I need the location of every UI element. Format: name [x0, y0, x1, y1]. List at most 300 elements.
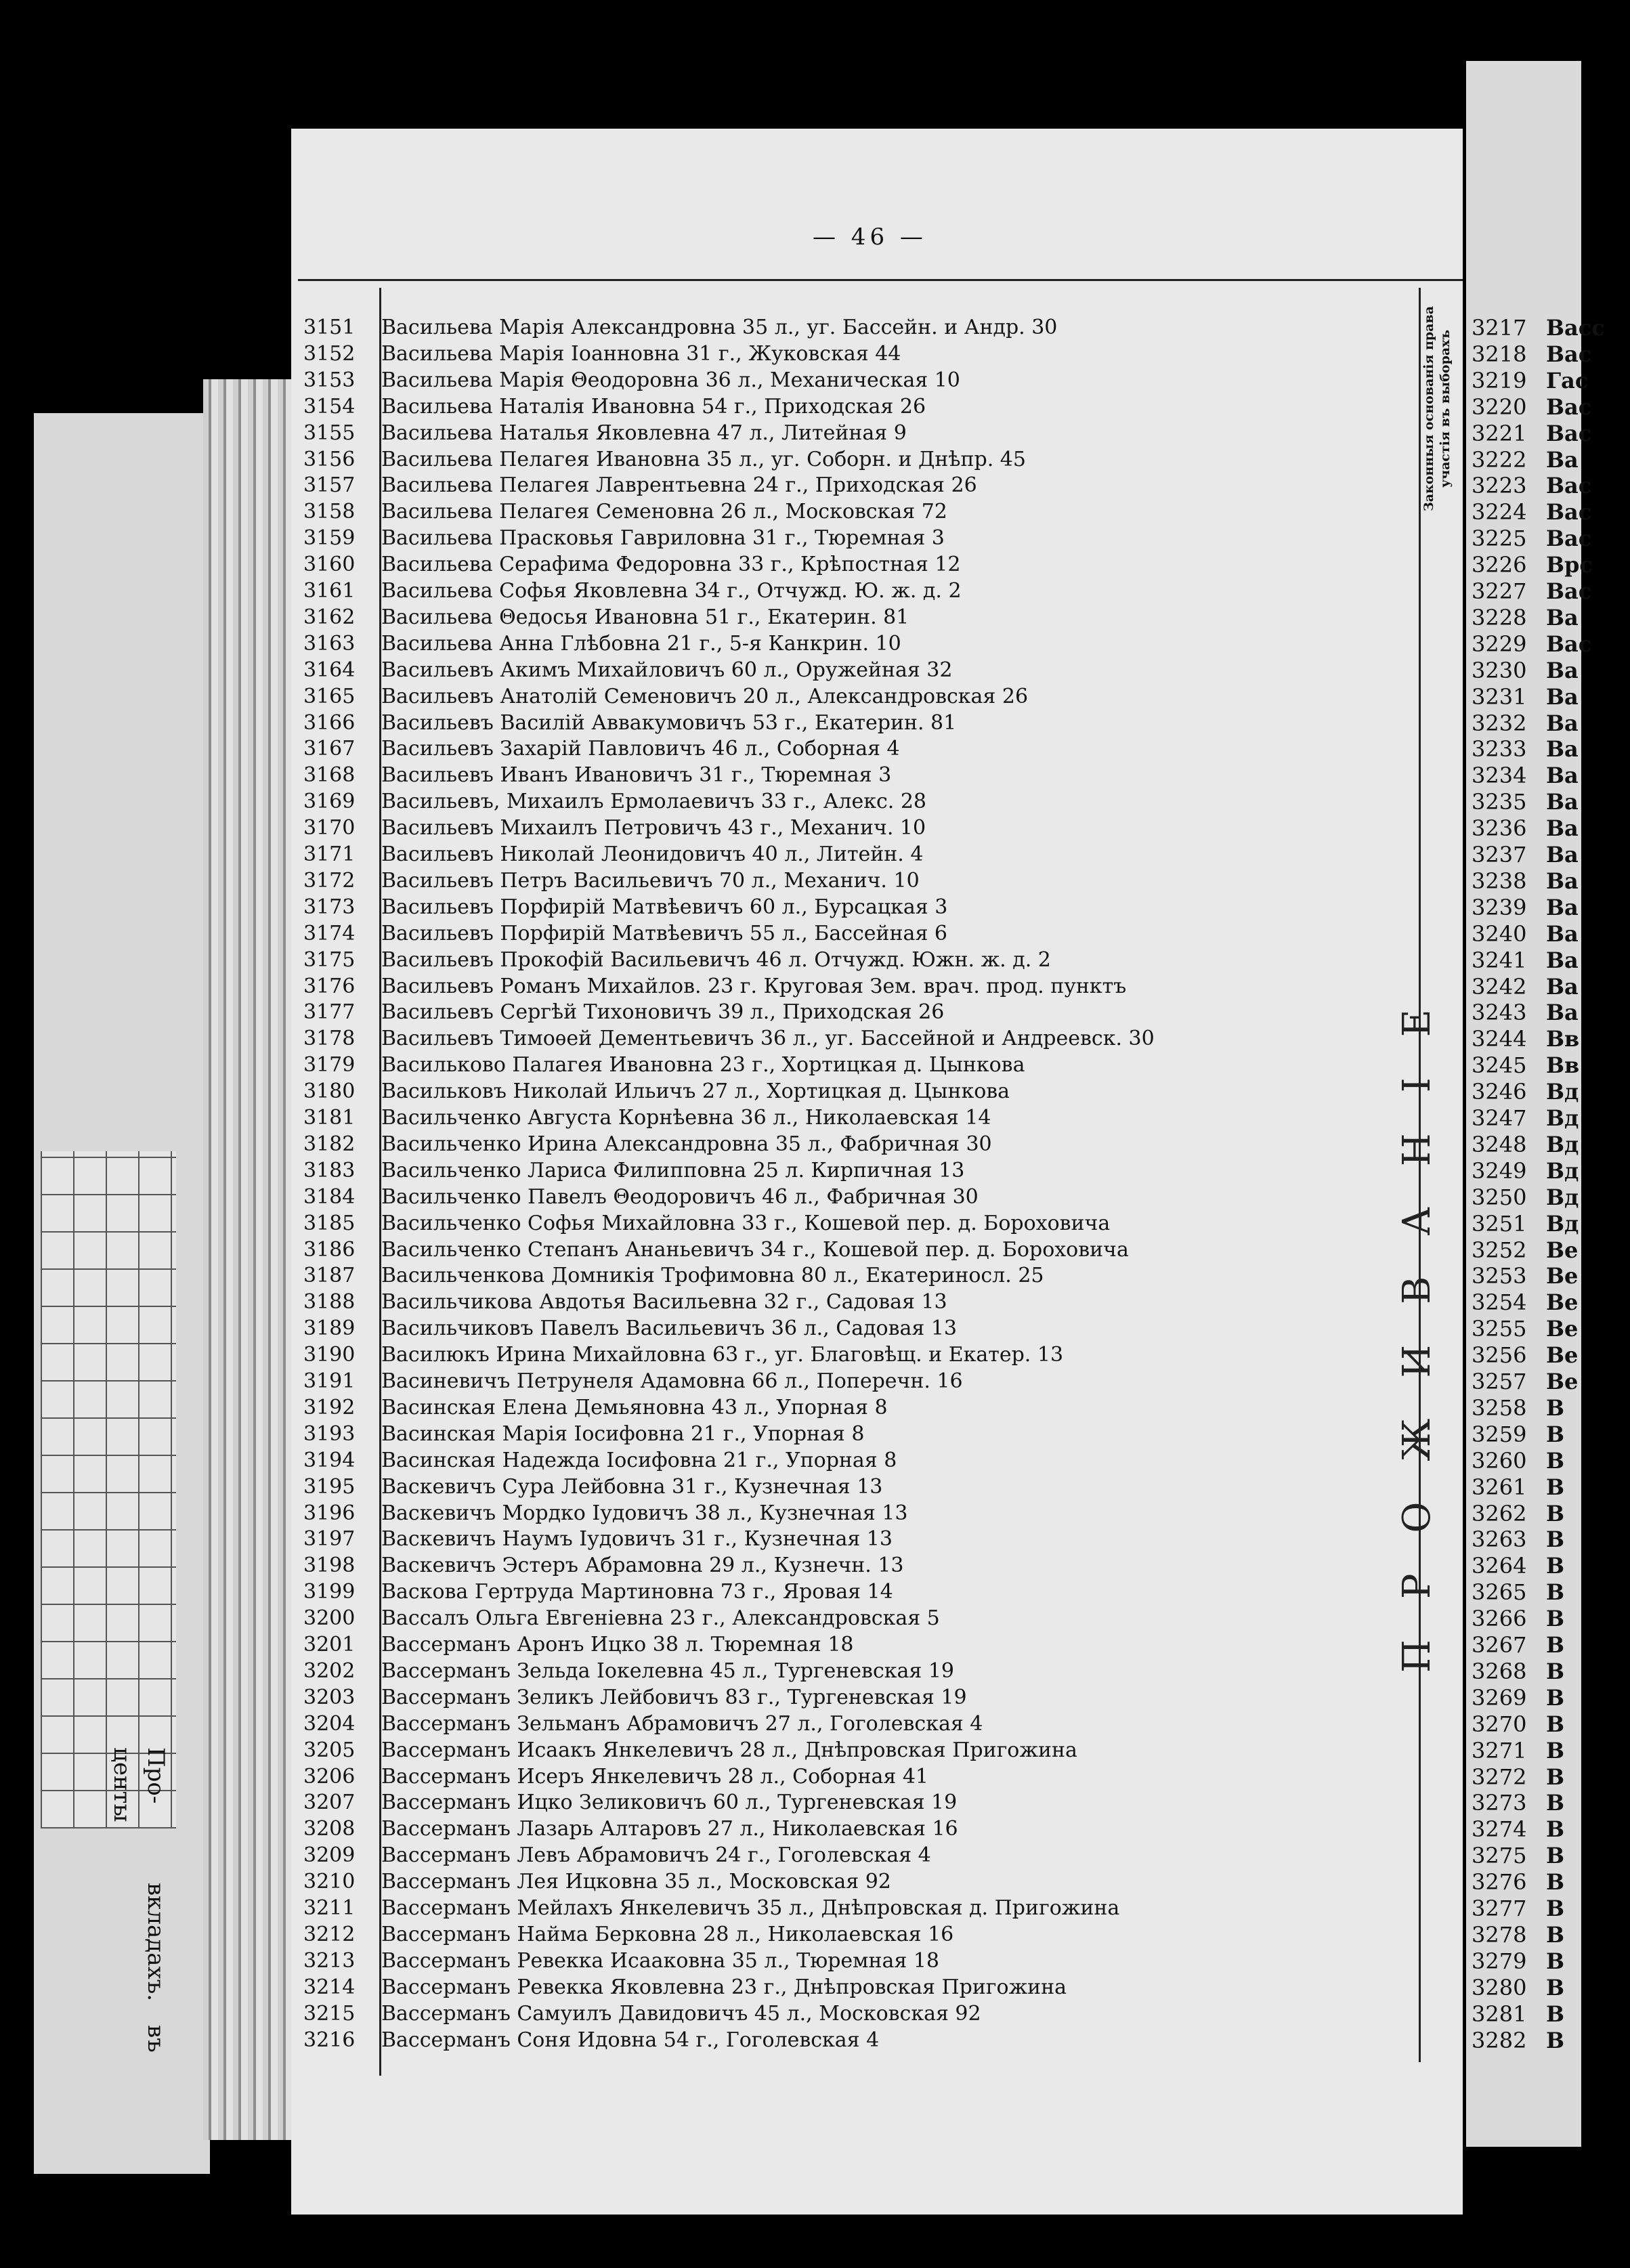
register-row [303, 658, 952, 683]
next-page-entry-fragment: В [1546, 1394, 1565, 1421]
entry-number: 3157 [303, 473, 356, 498]
entry-number: 3172 [303, 868, 356, 893]
next-page-entry-fragment: Ва [1546, 973, 1579, 1000]
register-row [303, 1975, 1067, 2000]
entry-text: Васинская Марія Іосифовна 21 г., Упорная 8 [381, 1421, 865, 1446]
entry-text: Васильева Анна Глѣбовна 21 г., 5-я Канкрин. 10 [381, 631, 901, 656]
register-row [303, 1948, 939, 1974]
next-page-entry-fragment: Ва [1546, 920, 1579, 947]
next-page-entry-fragment: Ве [1546, 1237, 1579, 1263]
register-row [303, 1738, 1077, 1763]
next-page-entry-fragment: Вв [1546, 1026, 1580, 1052]
entry-number: 3152 [303, 341, 356, 366]
entry-text: Васильченко Степанъ Ананьевичъ 34 г., Кошевой пер. д. Бороховича [381, 1237, 1129, 1262]
entry-number: 3192 [303, 1395, 356, 1419]
register-row [303, 2001, 981, 2027]
next-page-entry-number: 3224 [1472, 499, 1527, 526]
next-page-entry-number: 3282 [1472, 2027, 1527, 2053]
entry-number: 3175 [303, 947, 356, 972]
register-row [303, 1421, 864, 1447]
entry-text: Васильевъ Романъ Михайлов. 23 г. Круговая Зем. врач. прод. пунктъ [381, 974, 1127, 998]
entry-number: 3153 [303, 368, 356, 392]
next-page-entry-fragment: Ва [1546, 789, 1579, 815]
next-page-entry-number: 3260 [1472, 1447, 1527, 1474]
next-page-entry-number: 3220 [1472, 393, 1527, 420]
entry-text: Васильева Софья Яковлевна 34 г., Отчужд. Ю. ж. д. 2 [381, 579, 962, 603]
entry-number: 3182 [303, 1132, 356, 1156]
next-page-entry-number: 3273 [1472, 1790, 1527, 1816]
next-page-entry-fragment: Ва [1546, 894, 1579, 920]
next-page-entry-number: 3255 [1472, 1316, 1527, 1342]
entry-number: 3164 [303, 658, 356, 682]
entry-text: Васильева Наталья Яковлевна 47 л., Литейная 9 [381, 421, 907, 445]
entry-text: Васильчиковъ Павелъ Васильевичъ 36 л., Садовая 13 [381, 1317, 958, 1341]
entry-text: Васильева Марія Александровна 35 л., уг. Бассейн. и Андр. 30 [381, 316, 1058, 339]
entry-text: Васильевъ Тимоѳей Дементьевичъ 36 л., уг. Бассейной и Андреевск. 30 [381, 1027, 1155, 1051]
next-page-entry-fragment: В [1546, 1553, 1565, 1579]
register-row [303, 1632, 854, 1658]
entry-text: Васильевъ Анатолій Семеновичъ 20 л., Александровская 26 [381, 684, 1029, 708]
next-page-entry-number: 3228 [1472, 604, 1527, 630]
register-row [303, 421, 907, 446]
next-page-entry-fragment: Вд [1546, 1131, 1579, 1157]
next-page-entry-fragment: В [1546, 1921, 1565, 1948]
entry-text: Васильева Марія Θеодоровна 36 л., Механическая 10 [381, 368, 960, 392]
register-row [303, 1659, 954, 1684]
entry-text: Вассерманъ Лазарь Алтаровъ 27 л., Николаевская 16 [381, 1817, 958, 1841]
next-page-entry-fragment: Ва [1546, 842, 1579, 868]
next-page-entry-number: 3233 [1472, 736, 1527, 763]
register-row [303, 1263, 1044, 1289]
register-row [303, 578, 962, 604]
next-page-entry-fragment: Ва [1546, 446, 1579, 473]
register-row [303, 974, 1126, 1000]
entry-text: Васильевъ Акимъ Михайловичъ 60 л., Оружейная 32 [381, 658, 953, 682]
register-row [303, 789, 926, 815]
entry-number: 3165 [303, 684, 356, 708]
side-residence-heading: ПРОЖИВАНІЕ [1395, 968, 1439, 1673]
next-page-entry-number: 3252 [1472, 1237, 1527, 1263]
entry-number: 3180 [303, 1079, 356, 1104]
entry-number: 3163 [303, 631, 356, 656]
entry-number: 3169 [303, 790, 356, 814]
next-page-entry-number: 3280 [1472, 1974, 1527, 2000]
entry-number: 3190 [303, 1343, 356, 1367]
register-row [303, 1000, 944, 1025]
entry-number: 3187 [303, 1264, 356, 1288]
next-page-entry-number: 3279 [1472, 1948, 1527, 1974]
next-page-entry-fragment: Ве [1546, 1263, 1579, 1289]
entry-text: Васинская Надежда Іосифовна 21 г., Упорная 8 [381, 1448, 897, 1472]
next-page-entry-number: 3247 [1472, 1105, 1527, 1131]
next-page-entry-number: 3219 [1472, 367, 1527, 393]
entry-text: Вассалъ Ольга Евгеніевна 23 г., Александровская 5 [381, 1606, 940, 1631]
next-page-entry-fragment: Врс [1546, 552, 1593, 578]
entry-text: Васильева Прасковья Гавриловна 31 г., Тюремная 3 [381, 526, 945, 551]
next-page-entry-number: 3243 [1472, 1000, 1527, 1026]
register-row [303, 394, 926, 420]
entry-text: Васильева Θедосья Ивановна 51 г., Екатерин. 81 [381, 605, 909, 629]
entry-text: Васильченкова Домникія Трофимовна 80 л., Екатериносл. 25 [381, 1264, 1044, 1288]
entry-number: 3216 [303, 2028, 356, 2052]
entry-number: 3203 [303, 1685, 356, 1709]
entry-number: 3197 [303, 1527, 356, 1552]
entry-number: 3173 [303, 895, 356, 919]
register-row [303, 1474, 882, 1500]
next-page-entry-number: 3236 [1472, 815, 1527, 842]
left-note-1: Про- [142, 1747, 169, 1804]
next-page-entry-fragment: В [1546, 1869, 1565, 1896]
next-page-entry-number: 3262 [1472, 1500, 1527, 1526]
next-page-entry-number: 3261 [1472, 1474, 1527, 1500]
page-number: — 46 — [813, 223, 927, 251]
entry-text: Вассерманъ Самуилъ Давидовичъ 45 л., Московская 92 [381, 2001, 981, 2026]
register-row [303, 1579, 893, 1605]
next-page-entry-number: 3277 [1472, 1896, 1527, 1921]
entry-number: 3210 [303, 1870, 356, 1894]
next-page-entry-number: 3246 [1472, 1079, 1527, 1105]
entry-number: 3177 [303, 1000, 356, 1025]
entry-number: 3196 [303, 1501, 356, 1525]
register-row [303, 1184, 979, 1210]
next-page-entry-fragment: Вас [1546, 499, 1592, 526]
register-row [303, 1816, 958, 1842]
register-row [303, 1369, 963, 1394]
next-page-entry-fragment: Ве [1546, 1316, 1579, 1342]
register-row [303, 1105, 991, 1131]
next-page-entry-fragment: Вас [1546, 393, 1592, 420]
next-page-entry-fragment: В [1546, 1948, 1565, 1974]
entry-number: 3204 [303, 1711, 356, 1736]
entry-number: 3159 [303, 526, 356, 551]
register-row [303, 1342, 1063, 1368]
next-page-entry-fragment: В [1546, 1790, 1565, 1816]
next-page-entry-number: 3235 [1472, 789, 1527, 815]
register-row [303, 1526, 893, 1552]
next-page-entry-number: 3263 [1472, 1526, 1527, 1553]
left-note-3: вкладахъ. [142, 1883, 169, 2002]
next-page-entry-number: 3237 [1472, 842, 1527, 868]
register-row [303, 1764, 928, 1790]
entry-text: Васинская Елена Демьяновна 43 л., Упорная 8 [381, 1395, 888, 1419]
register-row [303, 1079, 1010, 1105]
entry-number: 3162 [303, 605, 356, 629]
register-row [303, 1448, 897, 1474]
entry-text: Васильчикова Авдотья Васильевна 32 г., Садовая 13 [381, 1290, 947, 1314]
entry-number: 3154 [303, 394, 356, 419]
next-page-entry-number: 3278 [1472, 1921, 1527, 1948]
register-row [303, 1132, 992, 1157]
next-page-entry-number: 3234 [1472, 763, 1527, 789]
entry-text: Васильева Пелагея Ивановна 35 л., уг. Соборн. и Днѣпр. 45 [381, 447, 1026, 471]
entry-text: Васильевъ Сергѣй Тихоновичъ 39 л., Приходская 26 [381, 1000, 945, 1025]
next-page-entry-number: 3217 [1472, 315, 1527, 341]
register-row [303, 1896, 1119, 1921]
register-row [303, 842, 923, 868]
entry-text: Васильевъ Иванъ Ивановичъ 31 г., Тюремная 3 [381, 763, 892, 788]
entry-number: 3199 [303, 1580, 356, 1604]
next-page-entry-number: 3258 [1472, 1394, 1527, 1421]
entry-text: Васильевъ Василій Аввакумовичъ 53 г., Екатерин. 81 [381, 710, 957, 735]
entry-number: 3206 [303, 1764, 356, 1789]
next-page-entry-fragment: Ва [1546, 947, 1579, 973]
entry-number: 3178 [303, 1027, 356, 1051]
register-row [303, 684, 1028, 710]
entry-text: Васильевъ Николай Леонидовичъ 40 л., Литейн. 4 [381, 842, 924, 866]
entry-text: Васильева Пелагея Семеновна 26 л., Московская 72 [381, 500, 947, 524]
left-page-ledger-grid [41, 1151, 176, 1828]
entry-text: Васильченко Ирина Александровна 35 л., Фабричная 30 [381, 1132, 992, 1156]
entry-number: 3168 [303, 763, 356, 788]
side-legal-heading: Законныя основанія права участія въ выборахъ [1421, 305, 1453, 511]
register-row [303, 526, 945, 551]
next-page-entry-fragment: В [1546, 2000, 1565, 2027]
entry-text: Васильева Наталія Ивановна 54 г., Приходская 26 [381, 394, 926, 419]
entry-number: 3214 [303, 1975, 356, 1999]
entry-number: 3188 [303, 1290, 356, 1314]
entry-text: Васильковъ Николай Ильичъ 27 л., Хортицкая д. Цынкова [381, 1079, 1010, 1104]
entry-text: Вассерманъ Зельманъ Абрамовичъ 27 л., Гоголевская 4 [381, 1711, 983, 1736]
next-page-entry-number: 3253 [1472, 1263, 1527, 1289]
entry-text: Вассерманъ Аронъ Ицко 38 л. Тюремная 18 [381, 1633, 854, 1656]
entry-text: Вассерманъ Ицко Зеликовичъ 60 л., Тургеневская 19 [381, 1791, 958, 1815]
next-page-entry-fragment: В [1546, 1632, 1565, 1658]
entry-number: 3167 [303, 737, 356, 761]
next-page-entry-fragment: В [1546, 1447, 1565, 1474]
next-page-entry-fragment: В [1546, 1658, 1565, 1684]
register-row [303, 763, 891, 788]
register-row [303, 868, 920, 894]
register-row [303, 1606, 940, 1631]
next-page-strip [1466, 61, 1605, 2147]
entry-text: Васильева Серафима Федоровна 33 г., Крѣпостная 12 [381, 553, 961, 577]
next-page-entry-fragment: В [1546, 1579, 1565, 1606]
next-page-entry-number: 3240 [1472, 920, 1527, 947]
register-row [303, 368, 960, 393]
entry-text: Васильевъ Прокофій Васильевичъ 46 л. Отчужд. Южн. ж. д. 2 [381, 947, 1051, 972]
next-page-entry-fragment: В [1546, 1711, 1565, 1737]
next-page-entry-number: 3239 [1472, 894, 1527, 920]
register-row [303, 499, 947, 525]
entry-number: 3198 [303, 1554, 356, 1578]
entry-number: 3183 [303, 1158, 356, 1182]
register-row [303, 1711, 983, 1737]
next-page-entry-number: 3272 [1472, 1763, 1527, 1790]
next-page-entry-fragment: В [1546, 1500, 1565, 1526]
next-page-entry-fragment: В [1546, 1606, 1565, 1632]
next-page-entry-fragment: В [1546, 1526, 1565, 1553]
next-page-entry-number: 3271 [1472, 1737, 1527, 1763]
entry-text: Вассерманъ Исаакъ Янкелевичъ 28 л., Днѣпровская Пригожина [381, 1738, 1077, 1762]
entry-number: 3156 [303, 447, 356, 471]
entry-text: Васильково Палагея Ивановна 23 г., Хортицкая д. Цынкова [381, 1053, 1025, 1077]
next-page-entry-number: 3281 [1472, 2000, 1527, 2027]
entry-text: Васильева Пелагея Лаврентьевна 24 г., Приходская 26 [381, 473, 977, 498]
next-page-entry-number: 3232 [1472, 710, 1527, 736]
next-page-entry-fragment: Ва [1546, 657, 1579, 683]
next-page-entry-number: 3269 [1472, 1684, 1527, 1711]
next-page-entry-fragment: Ва [1546, 736, 1579, 763]
next-page-entry-number: 3276 [1472, 1869, 1527, 1896]
next-page-entry-number: 3225 [1472, 526, 1527, 552]
entry-number: 3170 [303, 816, 356, 840]
next-page-entry-number: 3244 [1472, 1026, 1527, 1052]
entry-number: 3195 [303, 1474, 356, 1499]
next-page-entry-fragment: Васс [1546, 315, 1605, 341]
entry-text: Васкевичъ Эстеръ Абрамовна 29 л., Кузнечн. 13 [381, 1554, 904, 1578]
next-page-entry-fragment: Ва [1546, 868, 1579, 894]
next-page-entry-number: 3241 [1472, 947, 1527, 973]
next-page-entry-number: 3229 [1472, 630, 1527, 657]
register-row [303, 1922, 953, 1948]
entry-number: 3166 [303, 710, 356, 735]
entry-text: Васиневичъ Петрунеля Адамовна 66 л., Поперечн. 16 [381, 1369, 963, 1393]
entry-number: 3184 [303, 1184, 356, 1209]
register-row [303, 921, 947, 947]
next-page-entry-fragment: В [1546, 1974, 1565, 2000]
next-page-entry-fragment: Вд [1546, 1157, 1579, 1184]
next-page-entry-number: 3268 [1472, 1658, 1527, 1684]
register-row [303, 1026, 1155, 1052]
next-page-entry-number: 3218 [1472, 341, 1527, 367]
entry-number: 3215 [303, 2001, 356, 2026]
entry-number: 3193 [303, 1421, 356, 1446]
next-page-entry-number: 3223 [1472, 473, 1527, 499]
next-page-entry-fragment: Ве [1546, 1342, 1579, 1369]
entry-text: Вассерманъ Соня Идовна 54 г., Гоголевская 4 [381, 2028, 880, 2052]
next-page-entry-fragment: Вд [1546, 1079, 1579, 1105]
entry-number: 3208 [303, 1817, 356, 1841]
register-row [303, 552, 961, 578]
entry-number: 3189 [303, 1317, 356, 1341]
next-page-entry-number: 3274 [1472, 1816, 1527, 1843]
next-page-entry-number: 3266 [1472, 1606, 1527, 1632]
next-page-entry-number: 3248 [1472, 1131, 1527, 1157]
next-page-entry-number: 3245 [1472, 1052, 1527, 1079]
next-page-entry-fragment: В [1546, 2027, 1565, 2053]
entry-text: Васильченко Лариса Филипповна 25 л. Кирпичная 13 [381, 1158, 965, 1182]
next-page-entry-number: 3227 [1472, 578, 1527, 604]
next-page-entry-fragment: В [1546, 1684, 1565, 1711]
next-page-entry-fragment: В [1546, 1737, 1565, 1763]
next-page-entry-number: 3256 [1472, 1342, 1527, 1369]
entry-text: Василюкъ Ирина Михайловна 63 г., уг. Благовѣщ. и Екатер. 13 [381, 1343, 1064, 1367]
next-page-entry-fragment: В [1546, 1474, 1565, 1500]
next-page-entry-fragment: В [1546, 1763, 1565, 1790]
next-page-entry-fragment: Вд [1546, 1105, 1579, 1131]
entry-text: Вассерманъ Ревекка Яковлевна 23 г., Днѣпровская Пригожина [381, 1975, 1067, 1999]
entry-number: 3207 [303, 1791, 356, 1815]
register-row [303, 710, 956, 736]
entry-number: 3151 [303, 316, 356, 339]
next-page-entry-fragment: Ва [1546, 763, 1579, 789]
entry-text: Васильченко Софья Михайловна 33 г., Кошевой пер. д. Бороховича [381, 1211, 1111, 1235]
entry-text: Вассерманъ Мейлахъ Янкелевичъ 35 л., Днѣпровская д. Пригожина [381, 1896, 1120, 1920]
next-page-entry-number: 3242 [1472, 973, 1527, 1000]
next-page-entry-number: 3226 [1472, 552, 1527, 578]
next-page-entry-number: 3230 [1472, 657, 1527, 683]
next-page-entry-number: 3267 [1472, 1632, 1527, 1658]
entry-number: 3155 [303, 421, 356, 445]
entry-text: Васильева Марія Іоанновна 31 г., Жуковская 44 [381, 341, 901, 366]
left-note-4: въ [142, 2025, 169, 2053]
register-row [303, 1052, 1025, 1078]
register-row [303, 1869, 891, 1895]
register-row [303, 1395, 888, 1421]
entry-text: Вассерманъ Зельда Іокелевна 45 л., Тургеневская 19 [381, 1659, 955, 1683]
next-page-entry-fragment: Вас [1546, 578, 1592, 604]
register-row [303, 1843, 931, 1868]
next-page-entry-number: 3251 [1472, 1210, 1527, 1237]
next-page-entry-fragment: В [1546, 1896, 1565, 1921]
next-page-entry-number: 3265 [1472, 1579, 1527, 1606]
next-page-entry-number: 3221 [1472, 420, 1527, 446]
next-page-entry-fragment: В [1546, 1843, 1565, 1869]
next-page-entry-number: 3270 [1472, 1711, 1527, 1737]
entry-number: 3176 [303, 974, 356, 998]
entry-text: Васкевичъ Наумъ Іудовичъ 31 г., Кузнечная 13 [381, 1527, 893, 1552]
register-row [303, 1158, 964, 1184]
entry-number: 3174 [303, 921, 356, 945]
register-row [303, 315, 1057, 341]
next-page-entry-fragment: Ва [1546, 815, 1579, 842]
entry-text: Васкевичъ Сура Лейбовна 31 г., Кузнечная 13 [381, 1474, 883, 1499]
next-page-entry-fragment: Вд [1546, 1184, 1579, 1210]
entry-number: 3194 [303, 1448, 356, 1472]
entry-text: Васильевъ Порфирій Матвѣевичъ 55 л., Бассейная 6 [381, 921, 947, 945]
next-page-entry-number: 3250 [1472, 1184, 1527, 1210]
register-row [303, 1685, 967, 1711]
register-row [303, 736, 900, 762]
next-page-entry-number: 3222 [1472, 446, 1527, 473]
left-note-2: центы [108, 1747, 135, 1822]
entry-number: 3171 [303, 842, 356, 866]
entry-number: 3186 [303, 1237, 356, 1262]
entry-text: Вассерманъ Найма Берковна 28 л., Николаевская 16 [381, 1922, 954, 1946]
entry-number: 3160 [303, 553, 356, 577]
entry-text: Васильевъ Михаилъ Петровичъ 43 г., Механич. 10 [381, 816, 926, 840]
entry-number: 3209 [303, 1843, 356, 1868]
register-row [303, 1289, 947, 1315]
register-row [303, 341, 901, 367]
entry-text: Вассерманъ Лея Ицковна 35 л., Московская 92 [381, 1870, 891, 1894]
register-row [303, 1237, 1129, 1263]
next-page-entry-number: 3249 [1472, 1157, 1527, 1184]
register-row [303, 1211, 1110, 1237]
next-page-entry-number: 3238 [1472, 868, 1527, 894]
register-row [303, 605, 909, 630]
entry-number: 3185 [303, 1211, 356, 1235]
entry-text: Васкевичъ Мордко Іудовичъ 38 л., Кузнечная 13 [381, 1501, 908, 1525]
entry-text: Васильченко Павелъ Θеодоровичъ 46 л., Фабричная 30 [381, 1184, 979, 1209]
entry-text: Васкова Гертруда Мартиновна 73 г., Яровая 14 [381, 1580, 893, 1604]
register-row [303, 1790, 957, 1816]
next-page-entry-fragment: Вв [1546, 1052, 1580, 1079]
next-page-entry-fragment: Ва [1546, 710, 1579, 736]
register-row [303, 947, 1051, 973]
entry-number: 3212 [303, 1922, 356, 1946]
entry-text: Васильевъ Порфирій Матвѣевичъ 60 л., Бурсацкая 3 [381, 895, 948, 919]
entry-text: Васильевъ Захарій Павловичъ 46 л., Соборная 4 [381, 737, 900, 761]
next-page-entry-number: 3257 [1472, 1369, 1527, 1394]
entry-number: 3158 [303, 500, 356, 524]
entry-number: 3201 [303, 1633, 356, 1656]
entry-text: Васильевъ Петръ Васильевичъ 70 л., Механич. 10 [381, 868, 920, 893]
register-row [303, 815, 926, 841]
register-row [303, 473, 977, 498]
register-row [303, 1316, 957, 1342]
next-page-entry-fragment: Гас [1546, 367, 1589, 393]
